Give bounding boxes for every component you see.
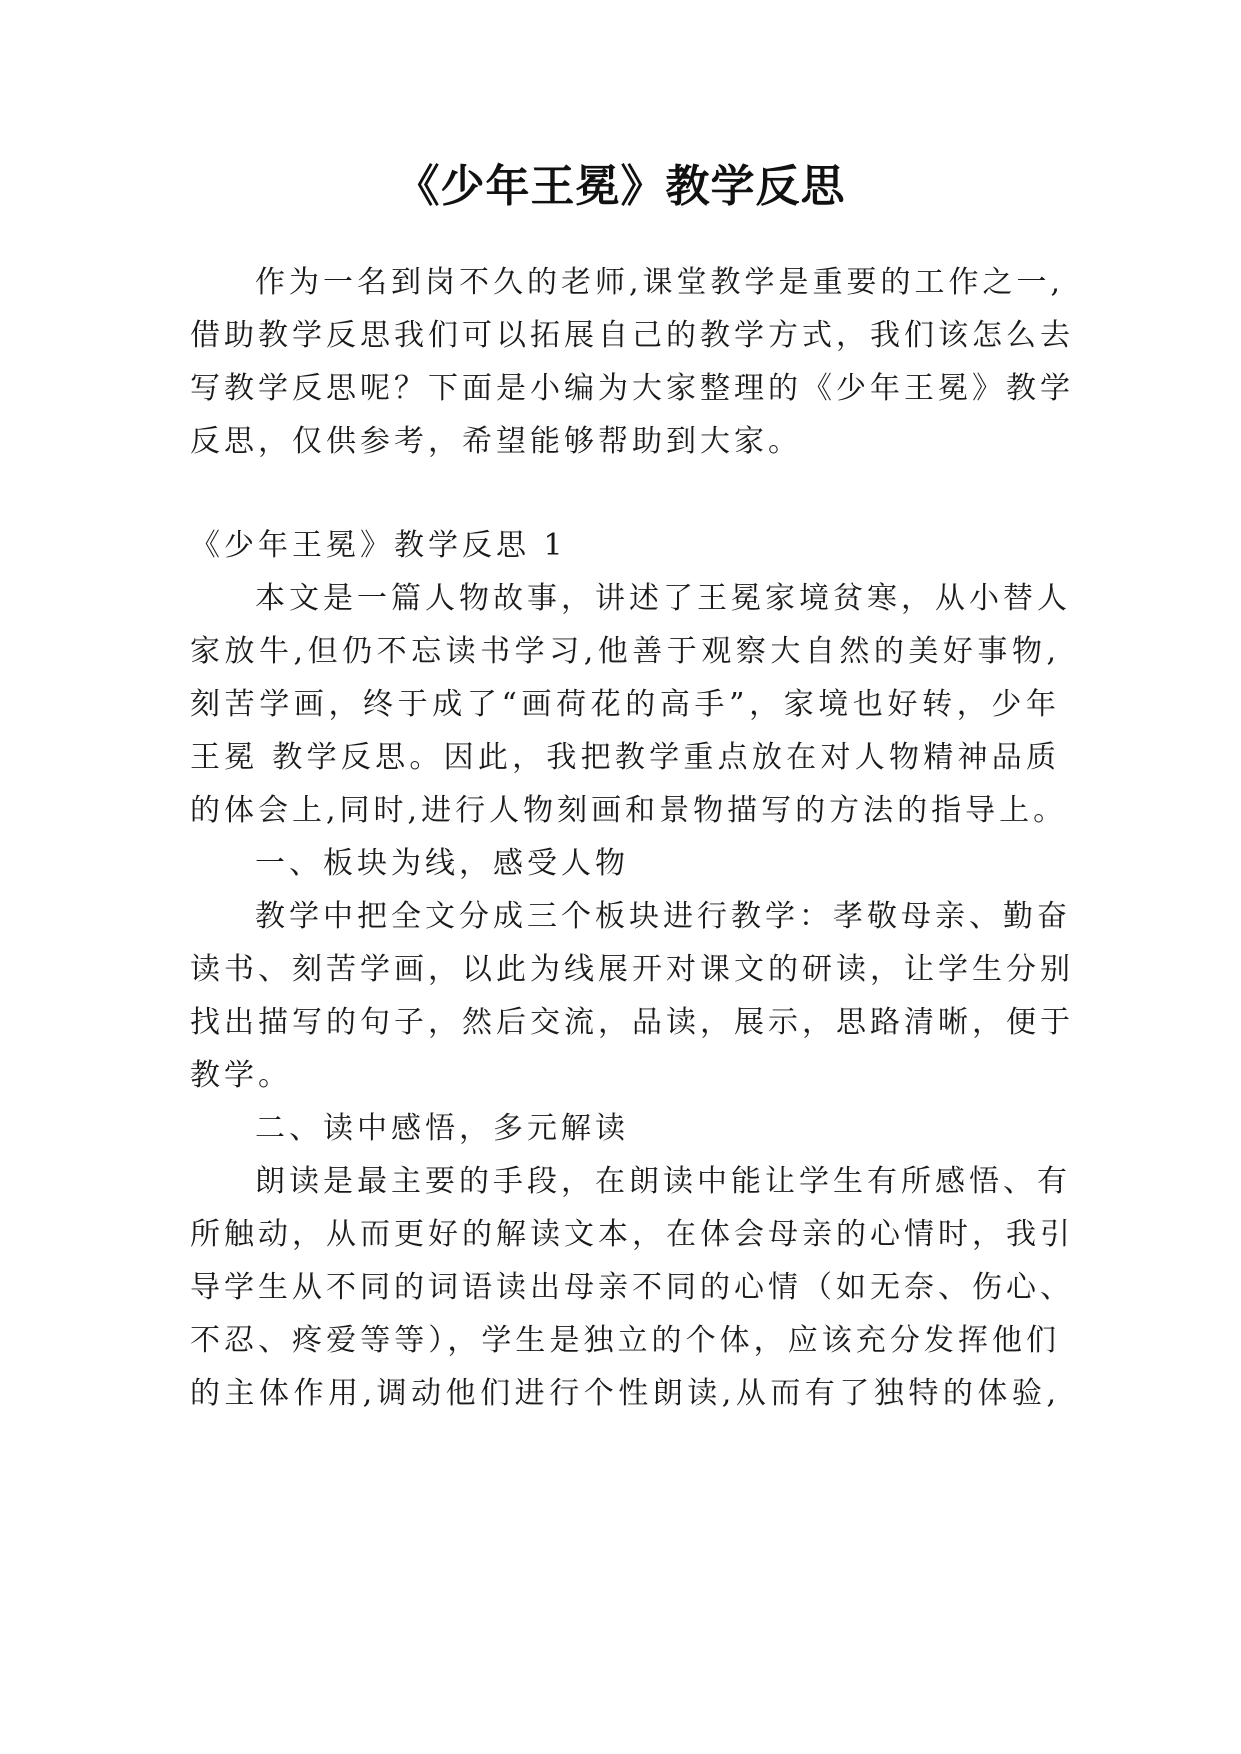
section-heading: 《少年王冕》教学反思 1: [190, 528, 567, 563]
paragraph1-line-5: 的体会上,同时,进行人物刻画和景物描写的方法的指导上。: [190, 793, 1068, 828]
paragraph2-line-4: 教学。: [190, 1058, 292, 1093]
paragraph3-line-3: 导学生从不同的词语读出母亲不同的心情（如无奈、伤心、: [190, 1270, 1074, 1305]
subheading-2: 二、读中感悟，多元解读: [255, 1111, 629, 1146]
paragraph2-line-2: 读书、刻苦学画，以此为线展开对课文的研读，让学生分别: [190, 952, 1074, 987]
document-title: 《少年王冕》教学反思: [395, 161, 846, 212]
intro-line-3: 写教学反思呢？下面是小编为大家整理的《少年王冕》教学: [190, 371, 1074, 406]
intro-line-4: 反思，仅供参考，希望能够帮助到大家。: [190, 424, 802, 459]
intro-line-2: 借助教学反思我们可以拓展自己的教学方式，我们该怎么去: [190, 318, 1074, 353]
paragraph3-line-5: 的主体作用,调动他们进行个性朗读,从而有了独特的体验,: [190, 1376, 1060, 1411]
intro-line-1: 作为一名到岗不久的老师,课堂教学是重要的工作之一,: [255, 265, 1065, 300]
subheading-1: 一、板块为线，感受人物: [255, 846, 629, 881]
paragraph2-line-3: 找出描写的句子，然后交流，品读，展示，思路清晰，便于: [190, 1005, 1074, 1040]
paragraph1-line-2: 家放牛,但仍不忘读书学习,他善于观察大自然的美好事物,: [190, 634, 1060, 669]
paragraph1-line-3: 刻苦学画，终于成了“画荷花的高手”，家境也好转，少年: [190, 687, 1060, 722]
paragraph3-line-4: 不忍、疼爱等等），学生是独立的个体，应该充分发挥他们: [190, 1323, 1060, 1358]
paragraph1-line-1: 本文是一篇人物故事，讲述了王冕家境贫寒，从小替人: [255, 581, 1071, 616]
paragraph3-line-1: 朗读是最主要的手段，在朗读中能让学生有所感悟、有: [255, 1164, 1071, 1199]
paragraph3-line-2: 所触动，从而更好的解读文本，在体会母亲的心情时，我引: [190, 1217, 1074, 1252]
paragraph2-line-1: 教学中把全文分成三个板块进行教学：孝敬母亲、勤奋: [255, 899, 1071, 934]
paragraph1-line-4: 王冕 教学反思。因此，我把教学重点放在对人物精神品质: [190, 740, 1060, 775]
